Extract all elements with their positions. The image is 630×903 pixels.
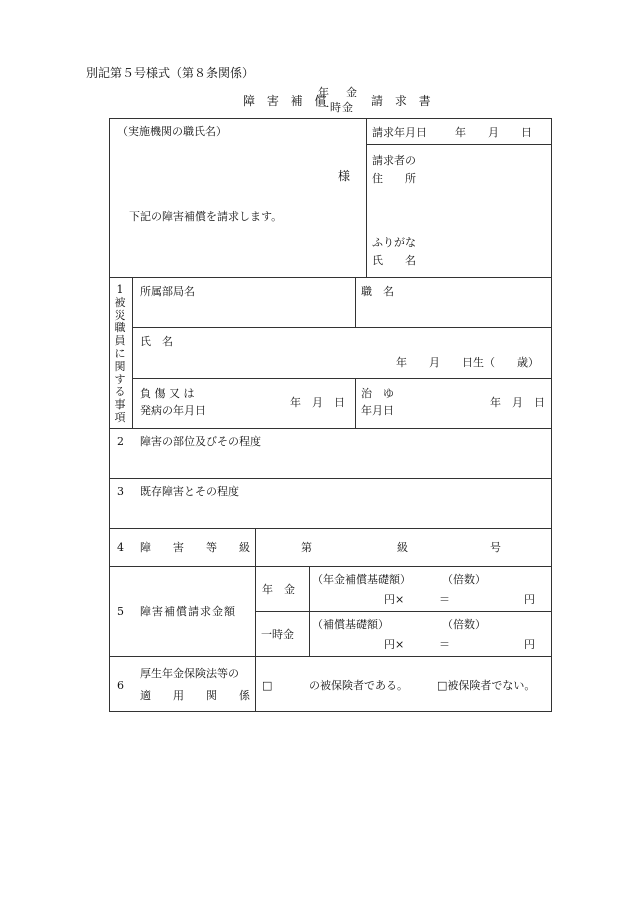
rule-header-bottom bbox=[109, 277, 552, 278]
nenkin-equals: ＝ bbox=[439, 593, 450, 606]
injury-label-2: 発病の年月日 bbox=[140, 404, 206, 417]
claimant-name-label: 氏 名 bbox=[372, 254, 416, 267]
rule-s1-injury bbox=[355, 378, 356, 428]
position-label: 職 名 bbox=[361, 285, 394, 298]
rule-s5-bottom bbox=[109, 656, 552, 657]
employee-name-label: 氏 名 bbox=[140, 335, 173, 348]
request-text: 下記の障害補償を請求します。 bbox=[129, 210, 283, 223]
request-date-label: 請求年月日 bbox=[372, 126, 427, 139]
rule-date bbox=[367, 144, 552, 145]
rule-s5-inner bbox=[309, 566, 310, 656]
section3-label: 既存障害とその程度 bbox=[140, 485, 239, 498]
rule-s1-b bbox=[132, 378, 552, 379]
grade-go: 号 bbox=[490, 541, 501, 554]
insured-label: の被保険者である。 bbox=[309, 679, 408, 692]
rule-s5-mid bbox=[255, 611, 552, 612]
title-left: 障 害 補 償 bbox=[243, 94, 331, 108]
rule-s1-bottom bbox=[109, 428, 552, 429]
grade-dai: 第 bbox=[301, 541, 312, 554]
section2-number: 2 bbox=[117, 435, 124, 448]
nenkin-yen-times: 円× bbox=[384, 593, 405, 606]
furigana-label: ふりがな bbox=[372, 236, 416, 249]
ichijikin-label: 一時金 bbox=[261, 628, 294, 641]
section4-label: 障 害 等 級 bbox=[140, 541, 250, 554]
ichiji-base-label: （補償基礎額） bbox=[312, 618, 389, 631]
rule-s4-bottom bbox=[109, 566, 552, 567]
sama-label: 様 bbox=[338, 169, 351, 183]
claimant-address-label-1: 請求者の bbox=[372, 154, 416, 167]
nenkin-yen: 円 bbox=[524, 593, 535, 606]
department-label: 所属部局名 bbox=[140, 285, 195, 298]
rule-s2-bottom bbox=[109, 478, 552, 479]
rule-header-split bbox=[366, 118, 367, 277]
not-insured-option[interactable]: □被保険者でない。 bbox=[437, 679, 536, 692]
nenkin-label: 年 金 bbox=[262, 583, 295, 596]
title-ichijikin: 一時金 bbox=[318, 101, 354, 114]
section1-vertical-label: 1被災職員に関する事項 bbox=[114, 283, 126, 424]
section4-number: 4 bbox=[117, 541, 124, 554]
title-nenkin: 年 金 bbox=[318, 86, 360, 99]
cure-label-2: 年月日 bbox=[361, 404, 394, 417]
birth-date-fields[interactable]: 年 月 日生（ 歳） bbox=[396, 356, 539, 369]
ichiji-equals: ＝ bbox=[439, 638, 450, 651]
form-number-label: 別記第５号様式（第８条関係） bbox=[86, 66, 255, 80]
ichiji-yen-times: 円× bbox=[384, 638, 405, 651]
rule-s3-bottom bbox=[109, 528, 552, 529]
grade-kyu: 級 bbox=[397, 541, 408, 554]
rule-s1-a bbox=[132, 327, 552, 328]
injury-date-fields[interactable]: 年 月 日 bbox=[290, 396, 345, 409]
ichiji-yen: 円 bbox=[524, 638, 535, 651]
rule-s1-left bbox=[132, 277, 133, 428]
rule-s1-dept bbox=[355, 277, 356, 327]
section5-number: 5 bbox=[117, 605, 124, 618]
section6-label-2: 適 用 関 係 bbox=[140, 689, 250, 702]
rule-s456-left bbox=[255, 528, 256, 712]
agency-label: （実施機関の職氏名） bbox=[117, 125, 227, 138]
section2-label: 障害の部位及びその程度 bbox=[140, 435, 261, 448]
claimant-address-label-2: 住 所 bbox=[372, 172, 416, 185]
section5-label: 障害補償請求金額 bbox=[140, 605, 236, 618]
insured-checkbox[interactable]: □ bbox=[262, 679, 273, 692]
section6-label-1: 厚生年金保険法等の bbox=[140, 667, 239, 680]
cure-label-1: 治 ゆ bbox=[361, 387, 394, 400]
request-date-fields[interactable]: 年 月 日 bbox=[455, 126, 532, 139]
ichiji-multiplier-label: （倍数） bbox=[442, 618, 486, 631]
section6-number: 6 bbox=[117, 679, 124, 692]
nenkin-base-label: （年金補償基礎額） bbox=[312, 573, 411, 586]
title-right: 請 求 書 bbox=[371, 94, 435, 108]
nenkin-multiplier-label: （倍数） bbox=[442, 573, 486, 586]
cure-date-fields[interactable]: 年 月 日 bbox=[490, 396, 545, 409]
injury-label-1: 負 傷 又 は bbox=[140, 387, 195, 400]
section3-number: 3 bbox=[117, 485, 124, 498]
